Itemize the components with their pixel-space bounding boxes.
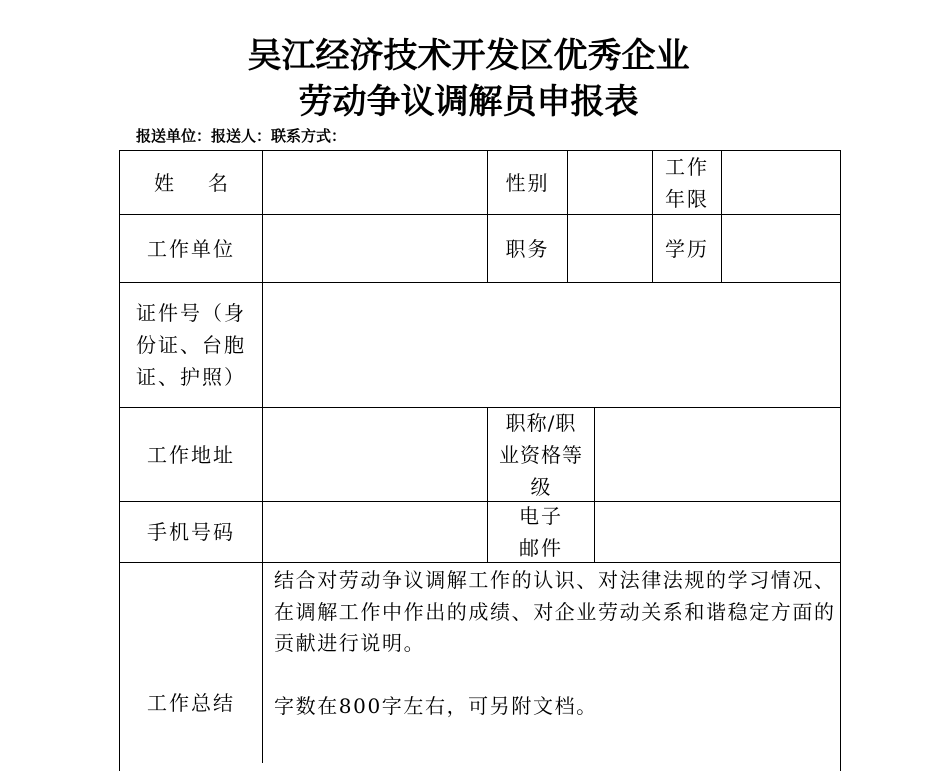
form-title-line-2: 劳动争议调解员申报表 bbox=[298, 82, 639, 122]
position-field[interactable] bbox=[568, 215, 653, 283]
work-years-label: 工作年限 bbox=[653, 151, 722, 215]
employer-label: 工作单位 bbox=[120, 215, 263, 283]
work-summary-label: 工作总结 bbox=[120, 563, 263, 763]
position-label: 职务 bbox=[488, 215, 568, 283]
id-number-label: 证件号（身份证、台胞证、护照） bbox=[120, 283, 263, 408]
name-field[interactable] bbox=[263, 151, 488, 215]
id-number-field[interactable] bbox=[263, 283, 840, 408]
professional-title-field[interactable] bbox=[595, 408, 840, 502]
work-address-field[interactable] bbox=[263, 408, 488, 502]
education-label: 学历 bbox=[653, 215, 722, 283]
work-address-label: 工作地址 bbox=[120, 408, 263, 502]
work-summary-field[interactable] bbox=[263, 563, 840, 763]
application-form-table bbox=[119, 150, 841, 771]
work-summary-instructions: 结合对劳动争议调解工作的认识、对法律法规的学习情况、在调解工作中作出的成绩、对企业劳动关系和谐稳定方面的贡献进行说明。 bbox=[274, 568, 836, 655]
mobile-label: 手机号码 bbox=[120, 502, 263, 563]
submission-info: 报送单位：报送人：联系方式： bbox=[136, 127, 347, 145]
employer-field[interactable] bbox=[263, 215, 488, 283]
gender-label: 性别 bbox=[488, 151, 568, 215]
education-field[interactable] bbox=[722, 215, 840, 283]
form-title-line-1: 吴江经济技术开发区优秀企业 bbox=[247, 36, 690, 76]
work-years-field[interactable] bbox=[722, 151, 840, 215]
email-label: 电子邮件 bbox=[488, 502, 595, 563]
professional-title-label: 职称/职业资格等级 bbox=[488, 408, 595, 502]
email-field[interactable] bbox=[595, 502, 840, 563]
mobile-field[interactable] bbox=[263, 502, 488, 563]
name-label: 姓名 bbox=[120, 151, 263, 215]
gender-field[interactable] bbox=[568, 151, 653, 215]
work-summary-word-count-note: 字数在800字左右，可另附文档。 bbox=[274, 693, 598, 718]
